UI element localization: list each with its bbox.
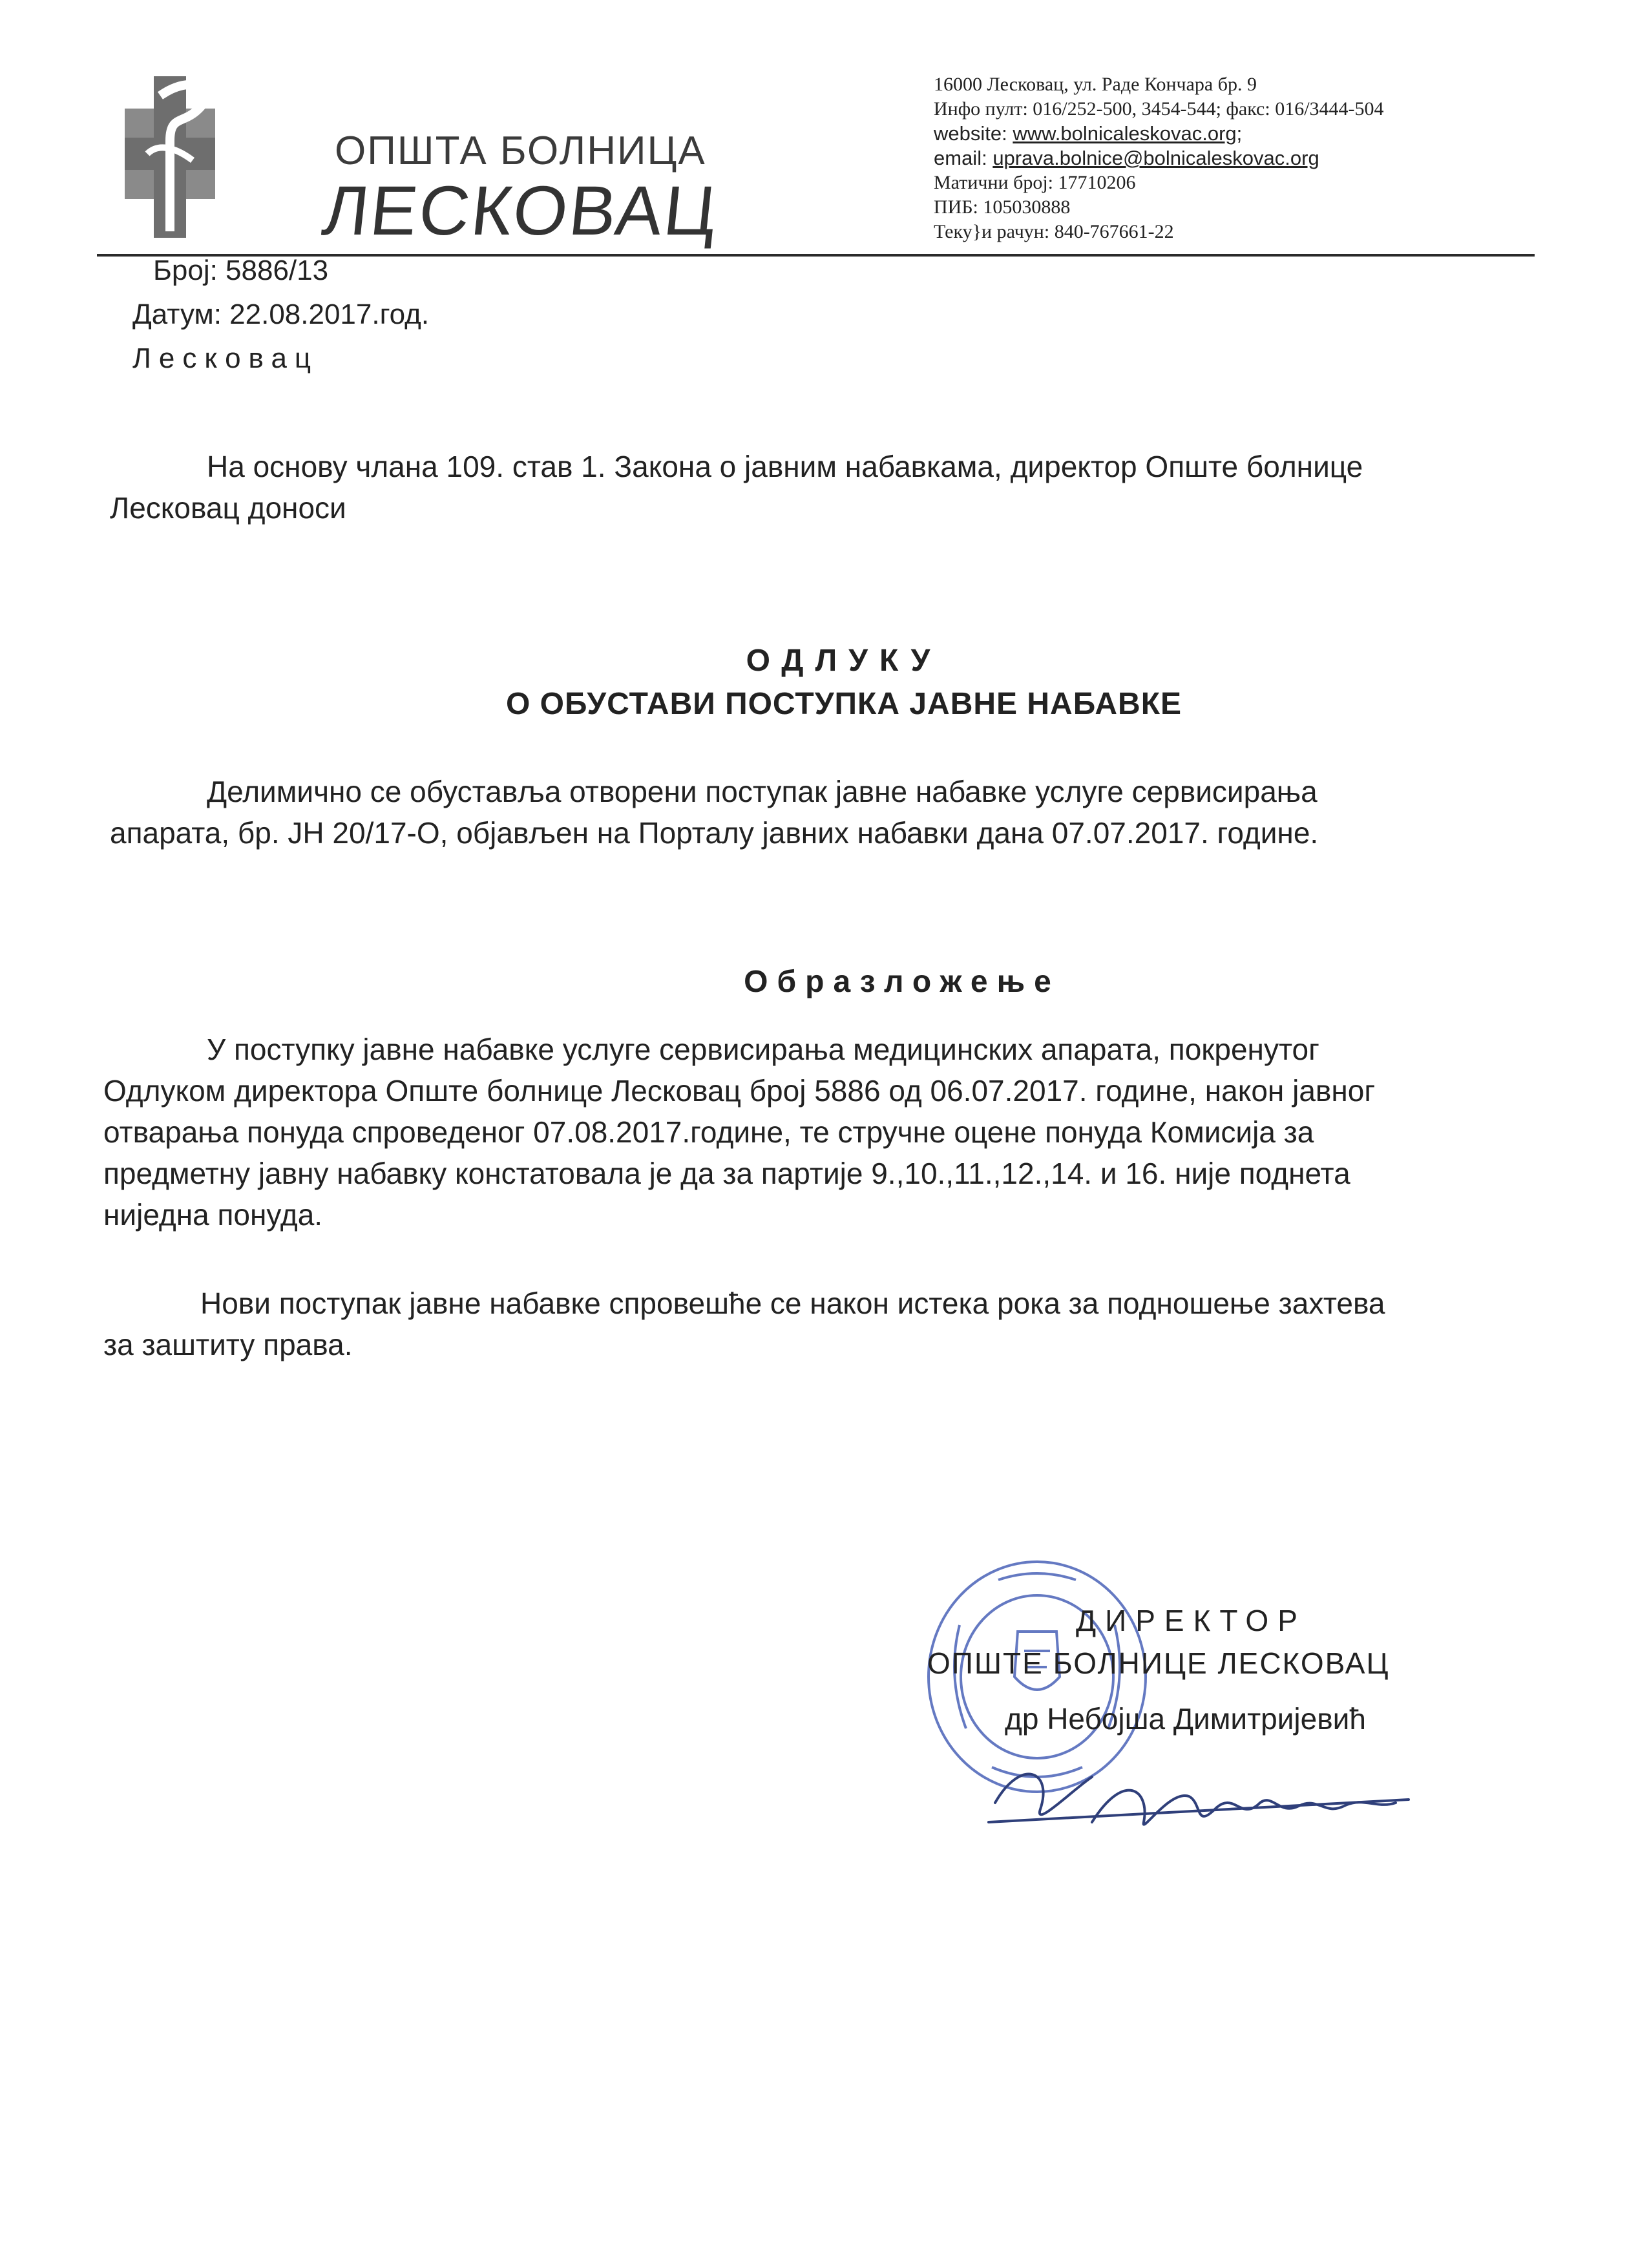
new-procedure-line: за заштиту права. <box>103 1328 353 1361</box>
document-date: Датум: 22.08.2017.год. <box>132 299 430 330</box>
contact-info <box>934 72 1384 244</box>
phones: Инфо пулт: 016/252-500, 3454-544; факс: 016/3444-504 <box>934 98 1384 120</box>
signatory-name: др Небојша Димитријевић <box>1005 1702 1366 1736</box>
handwritten-signature-icon <box>982 1732 1422 1861</box>
reasoning-line: ниједна понуда. <box>103 1198 323 1232</box>
reasoning-line: Одлуком директора Опште болнице Лесковац број 5886 од 06.07.2017. године, након јавног <box>103 1074 1376 1108</box>
intro-line: Лесковац доноси <box>110 491 346 525</box>
intro-line: На основу члана 109. став 1. Закона о јавним набавкама, директор Опште болнице <box>207 450 1363 483</box>
id-number: Матични број: 17710206 <box>934 172 1136 193</box>
new-procedure-line: Нови поступак јавне набавке спровешће се након истека рока за подношење захтева <box>200 1286 1385 1320</box>
document-title: ОДЛУКУ <box>746 644 942 678</box>
email-label: email: <box>934 147 993 169</box>
decision-paragraph <box>110 771 1528 854</box>
logo-text-line1: ОПШТА БОЛНИЦА <box>335 129 706 173</box>
medical-cross-logo-icon <box>121 70 218 244</box>
reasoning-line: предметну јавну набавку констатовала је да за партије 9.,10.,11.,12.,14. и 16. није поднета <box>103 1157 1350 1190</box>
signatory-block <box>927 1599 1389 1740</box>
reasoning-heading: Образложење <box>744 965 1060 999</box>
website-suffix: ; <box>1236 122 1243 145</box>
document-number: Број: 5886/13 <box>153 255 329 286</box>
pib: ПИБ: 105030888 <box>934 196 1071 218</box>
website-label: website: <box>934 122 1013 145</box>
hospital-logo <box>121 70 722 249</box>
reasoning-paragraph <box>103 1029 1525 1235</box>
reference-block <box>132 249 429 381</box>
signatory-title: ДИРЕКТОР <box>1076 1604 1307 1637</box>
logo-text-line2: ЛЕСКОВАЦ <box>319 171 722 249</box>
email-line <box>934 146 1384 171</box>
document-subtitle: О ОБУСТАВИ ПОСТУПКА ЈАВНЕ НАБАВКЕ <box>505 687 1182 721</box>
email-link[interactable]: uprava.bolnice@bolnicaleskovac.org <box>993 147 1319 169</box>
reasoning-line: отварања понуда спроведеног 07.08.2017.године, те стручне оцене понуда Комисија за <box>103 1115 1314 1149</box>
website-link[interactable]: www.bolnicaleskovac.org <box>1013 122 1237 145</box>
website-line <box>934 121 1384 146</box>
bank-account: Теку}и рачун: 840-767661-22 <box>934 221 1174 242</box>
new-procedure-paragraph <box>103 1283 1525 1365</box>
decision-line: Делимично се обуставља отворени поступак јавне набавке услуге сервисирања <box>207 775 1318 808</box>
reasoning-line: У поступку јавне набавке услуге сервисирања медицинских апарата, покренутог <box>207 1033 1319 1066</box>
decision-line: апарата, бр. ЈН 20/17-О, објављен на Порталу јавних набавки дана 07.07.2017. године. <box>110 816 1319 850</box>
document-city: Лесковац <box>132 342 319 374</box>
signatory-institution: ОПШТЕ БОЛНИЦЕ ЛЕСКОВАЦ <box>927 1646 1390 1680</box>
address: 16000 Лесковац, ул. Раде Кончара бр. 9 <box>934 74 1257 95</box>
intro-paragraph <box>110 446 1528 529</box>
